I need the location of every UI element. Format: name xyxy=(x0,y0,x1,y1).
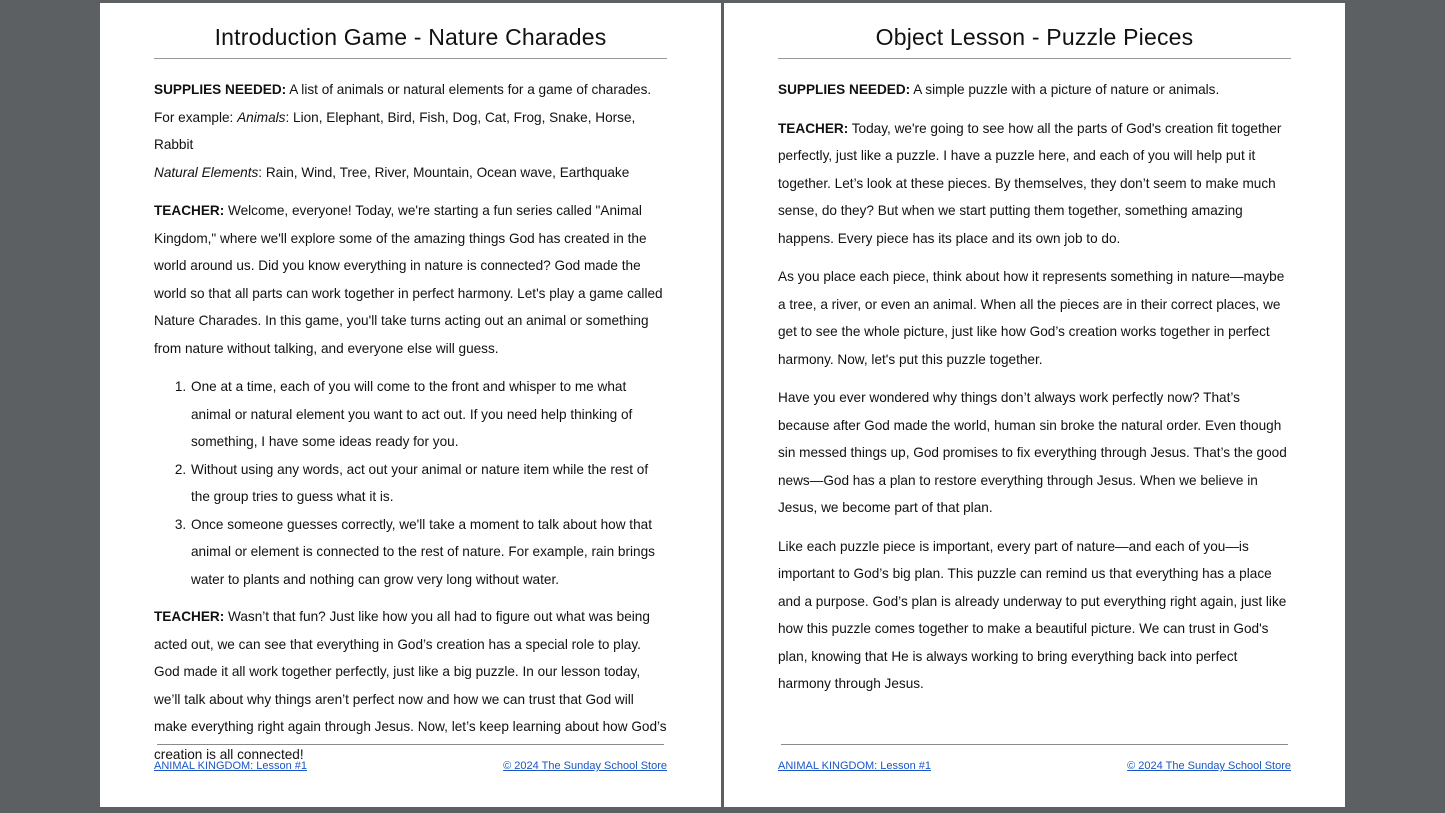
page-footer xyxy=(154,760,667,772)
lesson-link[interactable]: ANIMAL KINGDOM: Lesson #1 xyxy=(154,760,308,772)
list-item: 3. Once someone guesses correctly, we'll take a moment to talk about how that animal or element is connected to the rest of nature. For example, rain brings water to plants and nothing can grow very long without water. xyxy=(190,511,667,594)
footer-divider xyxy=(157,744,664,745)
footer-divider xyxy=(781,744,1288,745)
page-title: Object Lesson - Puzzle Pieces xyxy=(875,24,1194,50)
supplies-text: A simple puzzle with a picture of nature or animals. xyxy=(910,82,1220,97)
page-footer xyxy=(778,760,1291,772)
supplies-paragraph xyxy=(154,76,667,186)
list-item: 2. Without using any words, act out your animal or nature item while the rest of the group tries to guess what it is. xyxy=(190,456,667,511)
teacher-text: Welcome, everyone! Today, we're starting a fun series called "Animal Kingdom," where we'll explore some of the amazing things God has created in the world around us. Did you know everything in nature is connected? God made the world so that all parts can work together in perfect harmony. Let's play a game called Nature Charades. In this game, you'll take turns acting out an animal or something from nature without talking, and everyone else will guess. xyxy=(154,203,663,356)
body-paragraph: As you place each piece, think about how it represents something in nature—maybe a tree, a river, or even an animal. When all the pieces are in their correct places, we get to see the whole picture, just like how God’s creation works together in perfect harmony. Now, let's put this puzzle together. xyxy=(778,269,1285,367)
supplies-paragraph xyxy=(778,76,1291,104)
left-page xyxy=(100,3,721,807)
charades-steps-list xyxy=(154,373,667,593)
body-paragraph: Have you ever wondered why things don’t always work perfectly now? That’s because after God made the world, human sin broke the natural order. Even though sin messed things up, God promises to fix everything through Jesus. That’s the good news—God has a plan to restore everything through Jesus. When we believe in Jesus, we become part of that plan. xyxy=(778,390,1287,515)
teacher-paragraph xyxy=(154,197,667,362)
list-item: 1. One at a time, each of you will come to the front and whisper to me what animal or natural element you want to act out. If you need help thinking of something, I have some ideas ready for you. xyxy=(190,373,667,456)
animals-list: : Lion, Elephant, Bird, Fish, Dog, Cat, Frog, Snake, Horse, Rabbit xyxy=(154,109,636,152)
page-content xyxy=(778,76,1291,709)
teacher-label: TEACHER: xyxy=(154,609,225,624)
page-content xyxy=(154,76,667,779)
copyright-link[interactable]: © 2024 The Sunday School Store xyxy=(503,760,667,772)
natural-elements-label: Natural Elements xyxy=(154,164,259,180)
copyright-link[interactable]: © 2024 The Sunday School Store xyxy=(1127,760,1291,772)
teacher-label: TEACHER: xyxy=(154,203,225,218)
natural-elements-list: : Rain, Wind, Tree, River, Mountain, Ocean wave, Earthquake xyxy=(258,164,630,180)
animals-label: Animals xyxy=(237,109,286,125)
lesson-link[interactable]: ANIMAL KINGDOM: Lesson #1 xyxy=(778,760,932,772)
title-divider xyxy=(154,58,667,59)
supplies-label: SUPPLIES NEEDED: xyxy=(154,82,287,97)
teacher-text: Today, we're going to see how all the parts of God's creation fit together perfectly, just like a puzzle. I have a puzzle here, and each of you will help put it together. Let’s look at these pieces. By themselves, they don’t seem to make much sense, do they? But when we start putting them together, something amazing happens. Every piece has its place and its own job to do. xyxy=(778,120,1282,246)
page-title: Introduction Game - Nature Charades xyxy=(214,24,607,50)
body-paragraph: Like each puzzle piece is important, every part of nature—and each of you—is important to God’s big plan. This puzzle can remind us that everything has a place and a purpose. God’s plan is already underway to put everything right again, just like how this puzzle comes together to make a beautiful picture. We can trust in God's plan, knowing that He is always working to bring everything back into perfect harmony through Jesus. xyxy=(778,538,1287,691)
right-page xyxy=(724,3,1345,807)
teacher-text: Wasn’t that fun? Just like how you all had to figure out what was being acted out, we can see that everything in God’s creation has a special role to play. God made it all work together perfectly, just like a big puzzle. In our lesson today, we’ll talk about why things aren’t perfect now and how we can trust that God will make everything right again through Jesus. Now, let’s keep learning about how God’s creation is all connected! xyxy=(154,609,667,762)
teacher-paragraph xyxy=(778,115,1291,253)
supplies-text: A list of animals or natural elements for a game of charades. For example: xyxy=(154,82,652,125)
supplies-label: SUPPLIES NEEDED: xyxy=(778,82,911,97)
title-divider xyxy=(778,58,1291,59)
teacher-label: TEACHER: xyxy=(778,120,849,136)
